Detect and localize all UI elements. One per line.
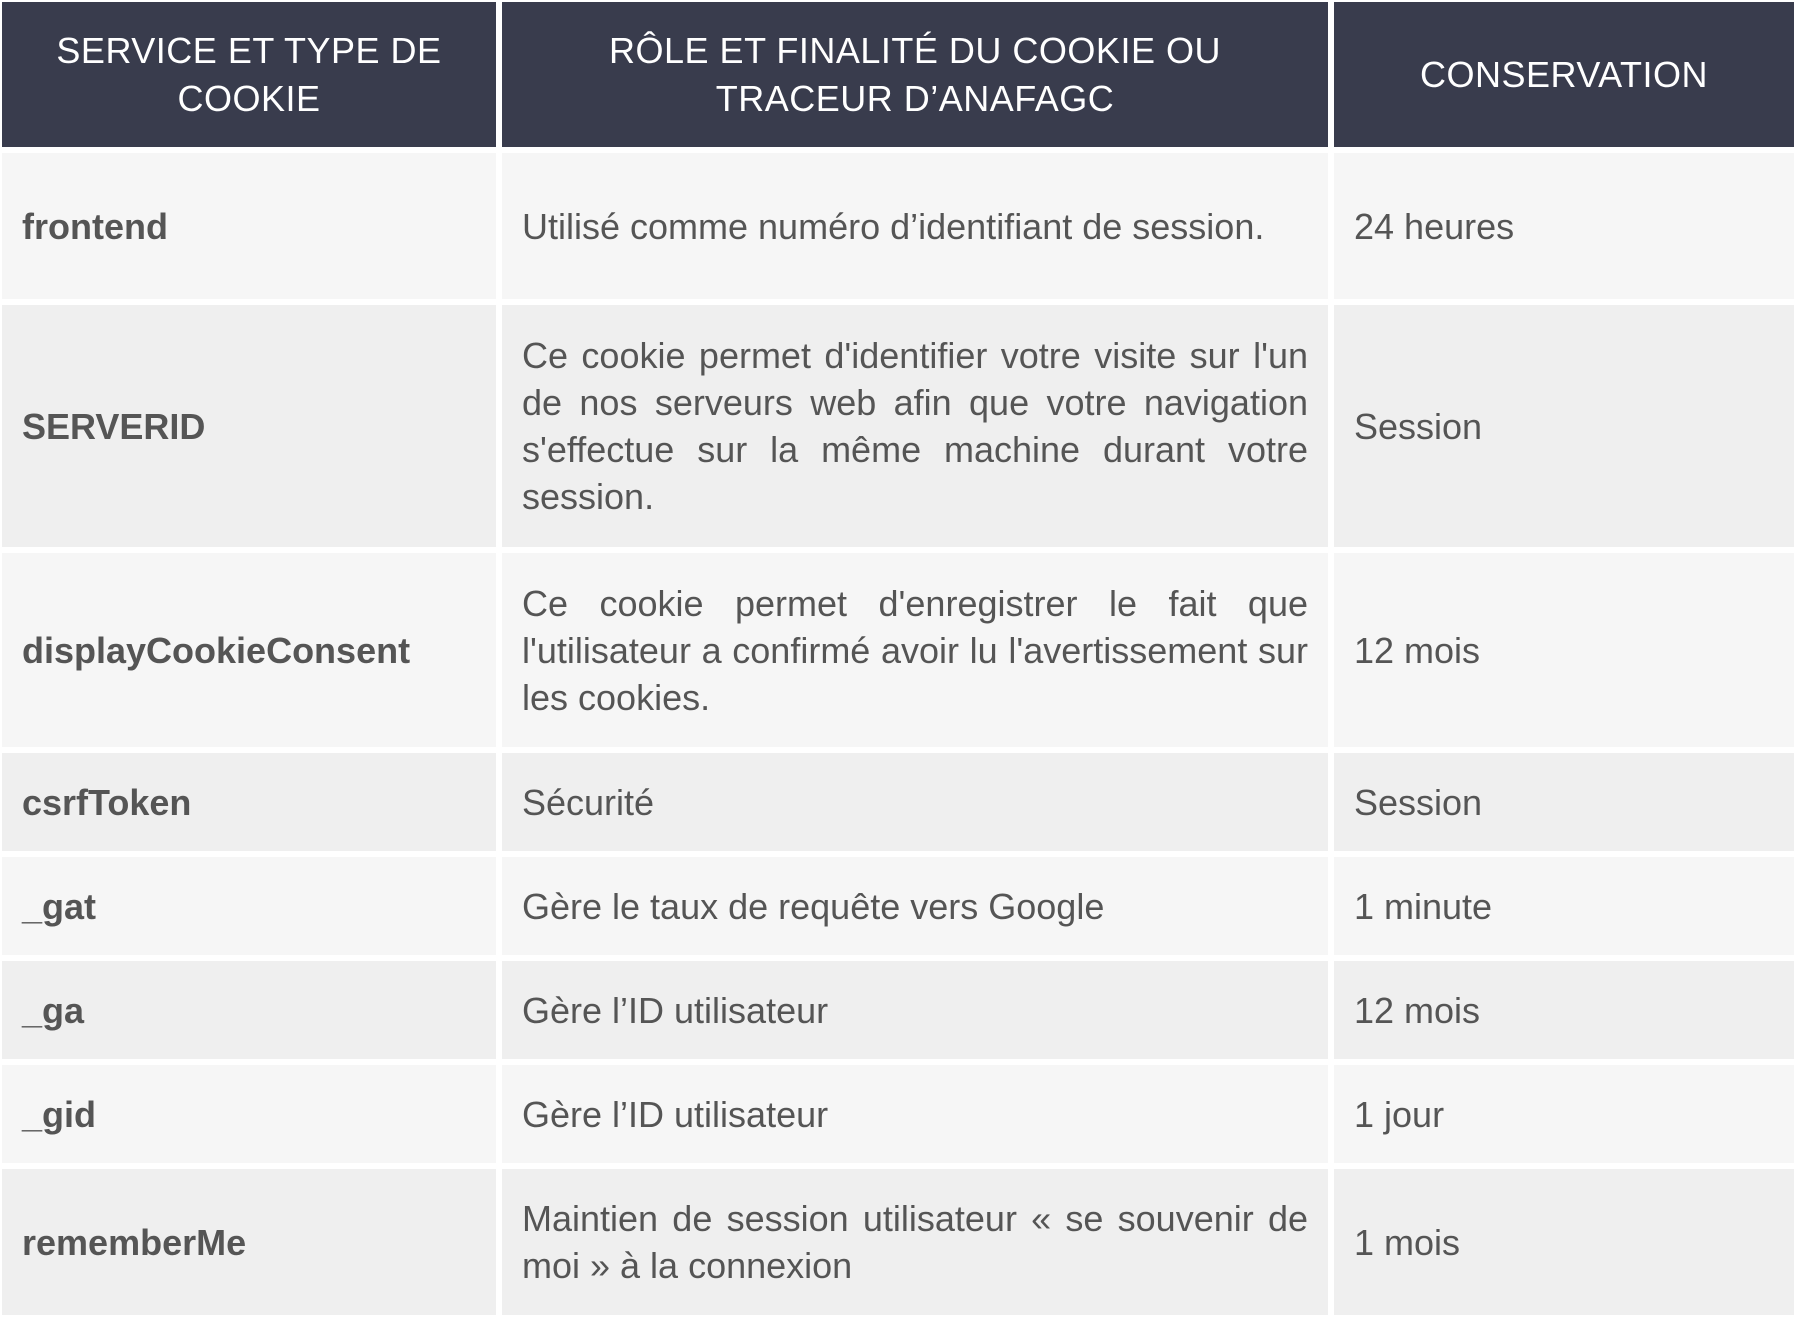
header-role: RÔLE ET FINALITÉ DU COOKIE OU TRACEUR D’ANAFAGC [502,2,1328,147]
table-body [2,153,1794,1315]
table-row [2,1169,1794,1315]
cookie-conservation: 1 minute [1334,857,1794,955]
cookie-name: SERVERID [2,305,496,547]
header-row [2,2,1794,147]
cookie-role: Ce cookie permet d'enregistrer le fait que l'utilisateur a confirmé avoir lu l'avertissement sur les cookies. [502,553,1328,747]
cookie-role: Gère l’ID utilisateur [502,1065,1328,1163]
cookie-conservation: Session [1334,753,1794,851]
cookie-name: rememberMe [2,1169,496,1315]
header-service: SERVICE ET TYPE DE COOKIE [2,2,496,147]
cookie-conservation: 1 mois [1334,1169,1794,1315]
table-header [2,2,1794,147]
cookie-name: _gat [2,857,496,955]
table-row [2,753,1794,851]
cookie-name: csrfToken [2,753,496,851]
cookie-role: Maintien de session utilisateur « se souvenir de moi » à la connexion [502,1169,1328,1315]
cookie-conservation: 12 mois [1334,553,1794,747]
table-row [2,305,1794,547]
cookie-conservation: Session [1334,305,1794,547]
cookie-role: Utilisé comme numéro d’identifiant de session. [502,153,1328,299]
cookie-name: _gid [2,1065,496,1163]
cookie-name: displayCookieConsent [2,553,496,747]
cookie-role: Sécurité [502,753,1328,851]
cookie-conservation: 1 jour [1334,1065,1794,1163]
table-row [2,1065,1794,1163]
table-row [2,553,1794,747]
cookie-name: frontend [2,153,496,299]
cookie-conservation: 12 mois [1334,961,1794,1059]
cookie-conservation: 24 heures [1334,153,1794,299]
header-conservation: CONSERVATION [1334,2,1794,147]
table-row [2,961,1794,1059]
cookie-role: Gère le taux de requête vers Google [502,857,1328,955]
cookie-name: _ga [2,961,496,1059]
cookie-role: Ce cookie permet d'identifier votre visite sur l'un de nos serveurs web afin que votre navigation s'effectue sur la même machine durant votre session. [502,305,1328,547]
table-row [2,153,1794,299]
table-row [2,857,1794,955]
cookie-role: Gère l’ID utilisateur [502,961,1328,1059]
